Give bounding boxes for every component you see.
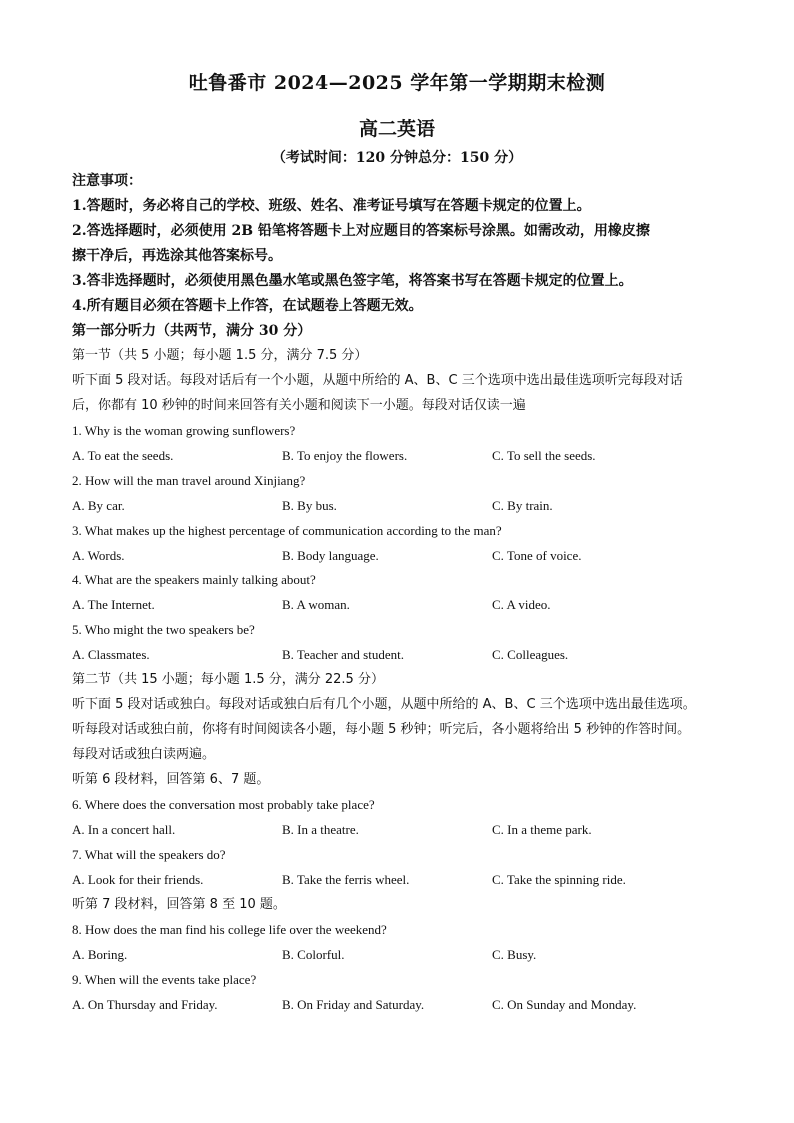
note-1: 1.答题时，务必将自己的学校、班级、姓名、准考证号填写在答题卡规定的位置上。 bbox=[72, 198, 591, 214]
question-9-option-c: C. On Sunday and Monday. bbox=[492, 997, 637, 1012]
question-1-option-b: B. To enjoy the flowers. bbox=[282, 448, 408, 463]
question-2-option-c: C. By train. bbox=[492, 498, 553, 513]
section2-instructions-3: 每段对话或独白读两遍。 bbox=[72, 747, 216, 762]
question-6-option-a: A. In a concert hall. bbox=[72, 822, 176, 837]
exam-title: 吐鲁番市 2024—2025 学年第一学期期末检测 bbox=[188, 72, 606, 94]
note-4: 4.所有题目必须在答题卡上作答，在试题卷上答题无效。 bbox=[72, 298, 423, 314]
question-4-option-c: C. A video. bbox=[492, 597, 551, 612]
question-5-option-a: A. Classmates. bbox=[72, 647, 150, 662]
section1-instructions-2: 后，你都有 10 秒钟的时间来回答有关小题和阅读下一小题。每段对话仅读一遍 bbox=[72, 398, 526, 413]
section2-instructions-2: 听每段对话或独白前，你将有时间阅读各小题，每小题 5 秒钟；听完后，各小题将给出 5 秒钟的作答时间。 bbox=[72, 722, 691, 737]
question-5: 5. Who might the two speakers be? bbox=[72, 622, 255, 637]
question-4-option-a: A. The Internet. bbox=[72, 597, 155, 612]
question-6: 6. Where does the conversation most probably take place? bbox=[72, 797, 375, 812]
question-7-option-c: C. Take the spinning ride. bbox=[492, 872, 626, 887]
question-5-option-c: C. Colleagues. bbox=[492, 647, 569, 662]
exam-time-info: （考试时间：120 分钟总分：150 分） bbox=[271, 150, 523, 166]
question-2-option-a: A. By car. bbox=[72, 498, 125, 513]
question-8-option-a: A. Boring. bbox=[72, 947, 128, 962]
question-7-option-a: A. Look for their friends. bbox=[72, 872, 204, 887]
question-9-option-a: A. On Thursday and Friday. bbox=[72, 997, 218, 1012]
question-8-option-c: C. Busy. bbox=[492, 947, 537, 962]
question-3-option-c: C. Tone of voice. bbox=[492, 548, 582, 563]
question-5-option-b: B. Teacher and student. bbox=[282, 647, 404, 662]
section2-heading: 第二节（共 15 小题；每小题 1.5 分，满分 22.5 分） bbox=[72, 672, 384, 687]
question-2-option-b: B. By bus. bbox=[282, 498, 337, 513]
material-6-note: 听第 6 段材料，回答第 6、7 题。 bbox=[72, 772, 270, 787]
section1-instructions-1: 听下面 5 段对话。每段对话后有一个小题，从题中所给的 A、B、C 三个选项中选出最佳选项听完每段对话 bbox=[72, 373, 683, 388]
question-7: 7. What will the speakers do? bbox=[72, 847, 226, 862]
question-6-option-b: B. In a theatre. bbox=[282, 822, 359, 837]
question-3-option-b: B. Body language. bbox=[282, 548, 379, 563]
note-2-line-2: 擦干净后，再选涂其他答案标号。 bbox=[72, 248, 282, 264]
question-6-option-c: C. In a theme park. bbox=[492, 822, 592, 837]
question-3-option-a: A. Words. bbox=[72, 548, 125, 563]
question-2: 2. How will the man travel around Xinjiang? bbox=[72, 473, 306, 488]
subject-title: 高二英语 bbox=[358, 118, 435, 140]
question-1-option-a: A. To eat the seeds. bbox=[72, 448, 174, 463]
question-8-option-b: B. Colorful. bbox=[282, 947, 345, 962]
question-9-option-b: B. On Friday and Saturday. bbox=[282, 997, 425, 1012]
note-2-line-1: 2.答选择题时，必须使用 2B 铅笔将答题卡上对应题目的答案标号涂黑。如需改动，用橡皮擦 bbox=[72, 223, 650, 239]
section1-heading: 第一节（共 5 小题；每小题 1.5 分，满分 7.5 分） bbox=[72, 348, 368, 363]
question-4-option-b: B. A woman. bbox=[282, 597, 350, 612]
question-7-option-b: B. Take the ferris wheel. bbox=[282, 872, 410, 887]
question-9: 9. When will the events take place? bbox=[72, 972, 257, 987]
question-3: 3. What makes up the highest percentage of communication according to the man? bbox=[72, 523, 502, 538]
section2-instructions-1: 听下面 5 段对话或独白。每段对话或独白后有几个小题，从题中所给的 A、B、C 三个选项中选出最佳选项。 bbox=[72, 697, 696, 712]
note-3: 3.答非选择题时，必须使用黑色墨水笔或黑色签字笔，将答案书写在答题卡规定的位置上。 bbox=[72, 273, 633, 289]
material-7-note: 听第 7 段材料，回答第 8 至 10 题。 bbox=[72, 897, 286, 912]
notes-heading: 注意事项： bbox=[72, 173, 142, 189]
question-8: 8. How does the man find his college life over the weekend? bbox=[72, 922, 387, 937]
question-1-option-c: C. To sell the seeds. bbox=[492, 448, 596, 463]
question-1: 1. Why is the woman growing sunflowers? bbox=[72, 423, 296, 438]
part1-heading: 第一部分听力（共两节，满分 30 分） bbox=[72, 323, 312, 339]
question-4: 4. What are the speakers mainly talking about? bbox=[72, 572, 316, 587]
